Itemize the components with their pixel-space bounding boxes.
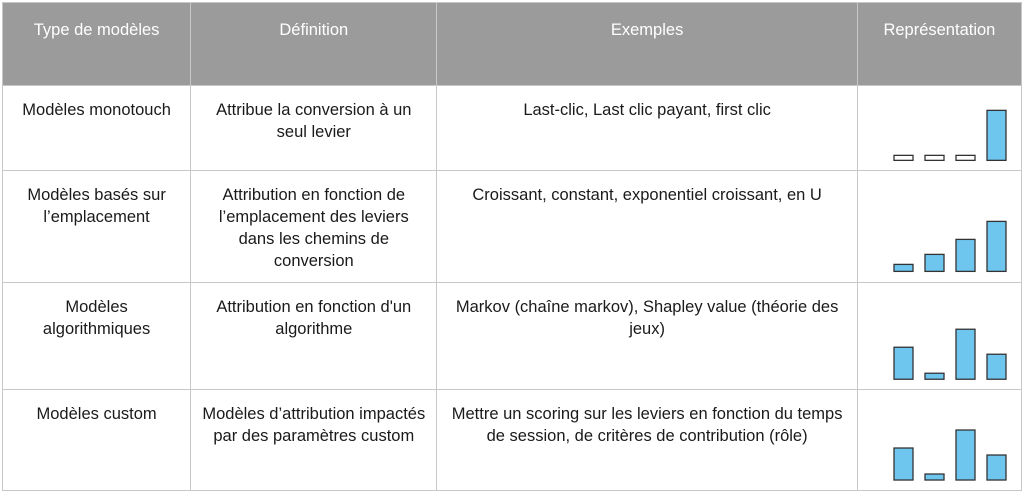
examples-text: Mettre un scoring sur les leviers en fonction du temps de session, de critères de contribution (rôle)	[451, 404, 843, 445]
header-definition	[191, 3, 437, 86]
definition-text: Modèles d’attribution impactés par des paramètres custom	[202, 404, 426, 445]
type-text: Modèles custom	[36, 404, 157, 423]
table-header-row	[3, 3, 1022, 86]
header-representation	[857, 3, 1021, 86]
cell-examples	[437, 389, 857, 490]
cell-definition	[191, 282, 437, 389]
table-row	[3, 282, 1022, 389]
mini-bar-chart	[858, 390, 1022, 491]
cell-type	[3, 389, 191, 490]
representation-bar	[925, 155, 944, 160]
header-examples	[437, 3, 857, 86]
table-row	[3, 171, 1022, 282]
bar-representation	[858, 171, 1021, 281]
representation-bar	[894, 347, 913, 379]
table-row	[3, 86, 1022, 171]
header-type	[3, 3, 191, 86]
representation-bar	[925, 474, 944, 480]
cell-definition	[191, 86, 437, 171]
definition-text: Attribution en fonction de l’emplacement des leviers dans les chemins de conversion	[218, 186, 409, 271]
representation-bar	[956, 430, 975, 480]
cell-type	[3, 86, 191, 171]
mini-bar-chart	[858, 86, 1022, 171]
representation-bar	[987, 222, 1006, 272]
header-type-label: Type de modèles	[33, 21, 160, 39]
cell-examples	[437, 86, 857, 171]
bar-representation	[858, 390, 1021, 490]
type-text: Modèles monotouch	[22, 101, 171, 119]
representation-bar	[925, 255, 944, 272]
definition-text: Attribution en fonction d'un algorithme	[216, 297, 412, 338]
mini-bar-chart	[858, 171, 1022, 282]
type-text: Modèles algorithmiques	[42, 297, 151, 338]
header-examples-label: Exemples	[610, 21, 684, 39]
cell-representation	[857, 389, 1021, 490]
cell-representation	[857, 171, 1021, 282]
attribution-models-table	[2, 2, 1022, 491]
cell-definition	[191, 389, 437, 490]
cell-representation	[857, 86, 1021, 171]
header-representation-label: Représentation	[883, 21, 996, 39]
representation-bar	[987, 110, 1006, 160]
cell-type	[3, 282, 191, 389]
cell-examples	[437, 282, 857, 389]
representation-bar	[987, 354, 1006, 379]
representation-bar	[956, 240, 975, 272]
mini-bar-chart	[858, 283, 1022, 390]
examples-text: Markov (chaîne markov), Shapley value (théorie des jeux)	[455, 297, 839, 338]
bar-representation	[858, 86, 1021, 170]
bar-representation	[858, 283, 1021, 389]
representation-bar	[894, 155, 913, 160]
cell-type	[3, 171, 191, 282]
representation-bar	[925, 373, 944, 379]
representation-bar	[987, 455, 1006, 480]
type-text: Modèles basés sur l’emplacement	[27, 186, 166, 227]
header-definition-label: Définition	[279, 21, 349, 39]
representation-bar	[894, 448, 913, 480]
table-row	[3, 389, 1022, 490]
examples-text: Last-clic, Last clic payant, first clic	[523, 101, 771, 119]
representation-bar	[956, 329, 975, 379]
representation-bar	[894, 265, 913, 272]
definition-text: Attribue la conversion à un seul levier	[216, 101, 412, 141]
cell-representation	[857, 282, 1021, 389]
cell-examples	[437, 171, 857, 282]
representation-bar	[956, 155, 975, 160]
cell-definition	[191, 171, 437, 282]
examples-text: Croissant, constant, exponentiel croissant, en U	[472, 186, 822, 205]
